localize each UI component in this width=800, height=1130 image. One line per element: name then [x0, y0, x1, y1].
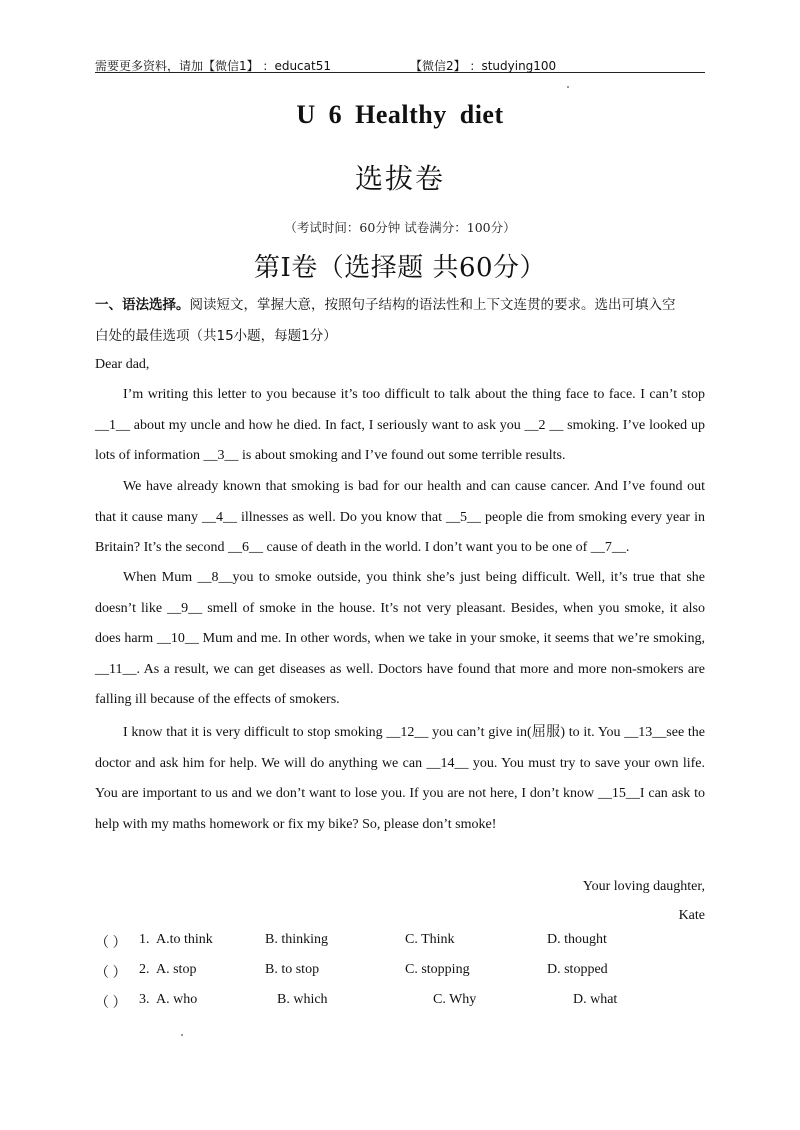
instruction-line-2: 白处的最佳选项（共15小题，每题1分）: [95, 328, 337, 344]
letter-signature: Kate: [678, 908, 705, 923]
option-c: C. Why: [433, 992, 477, 1007]
option-b: B. thinking: [265, 932, 329, 947]
header-contact-right: 【微信2】 ：studying100: [410, 59, 557, 73]
question-number: 1.: [139, 932, 150, 947]
scan-speck: [567, 86, 569, 88]
instruction-heading: 一、语法选择。: [95, 297, 190, 313]
option-b: B. which: [277, 992, 328, 1007]
option-c: C. stopping: [405, 962, 470, 977]
answer-bracket: （ ）: [95, 936, 127, 951]
page-subtitle: 选拔卷: [354, 162, 445, 195]
header-contact-left: 需要更多资料，请加【微信1】 ：educat51: [95, 59, 331, 73]
question-row: [95, 992, 705, 1022]
option-d: D. stopped: [547, 962, 608, 977]
option-b: B. to stop: [265, 962, 320, 977]
option-a: A. who: [156, 992, 198, 1007]
letter-paragraph-1: I’m writing this letter to you because it’s too difficult to talk about the thing face to face. I can’t stop __1__ about my uncle and how he died. In fact, I seriously want to ask you __2 __ smoking. I’ve looked up lots of information __3__ is about smoking and I’ve found out some terrible results.: [95, 387, 705, 463]
question-number: 3.: [139, 992, 150, 1007]
question-number: 2.: [139, 962, 150, 977]
letter-closing: Your loving daughter,: [582, 879, 705, 894]
letter-paragraph-2: We have already known that smoking is bad for our health and can cause cancer. And I’ve found out that it cause many __4__ illnesses as well. Do you know that __5__ people die from smoking every year in Britain? It’s the second __6__ cause of death in the world. I don’t want you to be one of __7__.: [95, 479, 705, 555]
answer-bracket: （ ）: [95, 966, 127, 981]
question-row: [95, 932, 705, 962]
option-d: D. what: [573, 992, 618, 1007]
instructions: [95, 290, 705, 352]
option-a: A. stop: [156, 962, 197, 977]
page-title: U 6 Healthy diet: [296, 100, 504, 129]
exam-info: （考试时间：60分钟 试卷满分：100分）: [284, 220, 516, 235]
option-d: D. thought: [547, 932, 607, 947]
question-row: [95, 962, 705, 992]
scan-speck: [181, 1034, 183, 1036]
page-header: [95, 52, 705, 73]
option-a: A.to think: [156, 932, 213, 947]
answer-bracket: （ ）: [95, 996, 127, 1011]
option-c: C. Think: [405, 932, 455, 947]
letter-paragraph-4: I know that it is very difficult to stop smoking __12__ you can’t give in(屈服) to it. You __13__see the doctor and ask him for help. We will do anything we can __14__ you. You must try to save your own life. You are important to us and we don’t want to lose you. If you are not here, I don’t know __15__I can ask to help with my maths homework or fix my bike? So, please don’t smoke!: [95, 725, 705, 832]
section-title: 第Ⅰ卷（选择题 共60分）: [253, 253, 547, 283]
question-list: [95, 932, 705, 1022]
letter-greeting: Dear dad,: [95, 357, 150, 372]
letter-paragraph-3: When Mum __8__you to smoke outside, you think she’s just being difficult. Well, it’s true that she doesn’t like __9__ smell of smoke in the house. It’s not very pleasant. Besides, when you smoke, it also does harm __10__ Mum and me. In other words, when we take in your smoke, it seems that we’re smoking, __11__. As a result, we can get diseases as well. Doctors have found that more and more non-smokers are falling ill because of the effects of smokers.: [95, 570, 705, 707]
instruction-line-1: 阅读短文，掌握大意，按照句子结构的语法性和上下文连贯的要求。选出可填入空: [189, 297, 676, 313]
